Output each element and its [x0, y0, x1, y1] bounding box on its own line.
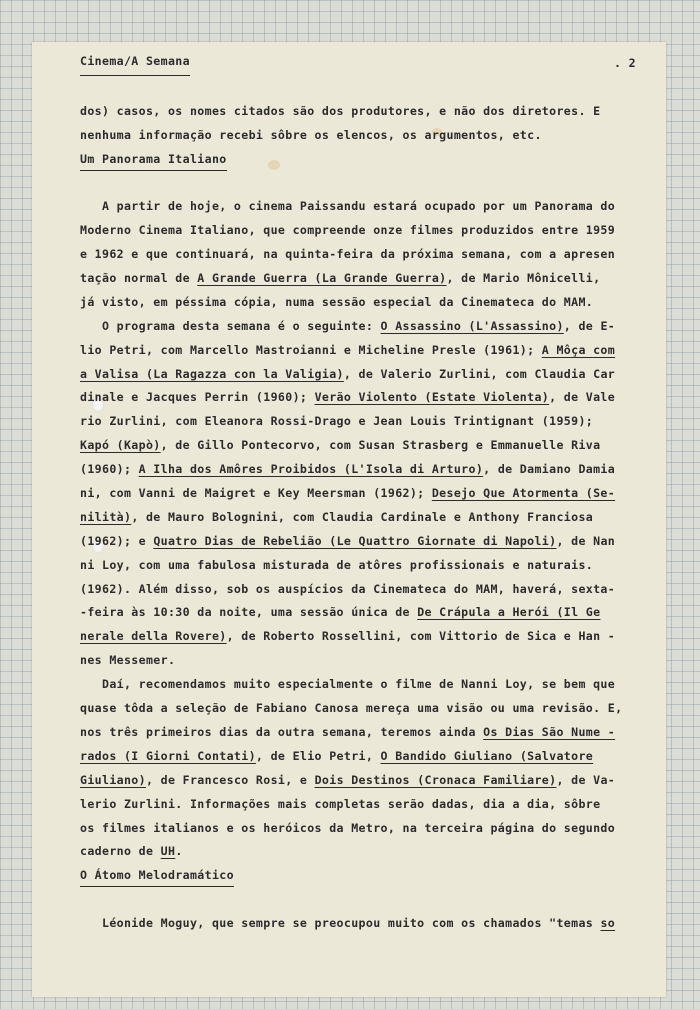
text-run: , de Roberto Rossellini, com Vittorio de Sica e Han - [226, 629, 616, 644]
text-run: O programa desta semana é o seguinte: [80, 318, 381, 333]
text-line [80, 912, 642, 936]
text-run: e 1962 e que continuará, na quinta-feira da próxima semana, com a apresen [80, 247, 616, 262]
text-run: Moderno Cinema Italiano, que compreende onze filmes produzidos entre 1959 [80, 223, 616, 238]
film-title: Quatro Dias de Rebelião (Le Quattro Giornate di Napoli) [153, 533, 557, 548]
header-title: Cinema/A Semana [80, 52, 190, 76]
text-line [80, 817, 642, 841]
document-text [80, 52, 642, 936]
film-title: Verão Violento (Estate Violenta) [314, 390, 550, 405]
document-body [80, 100, 642, 936]
text-run: , de E- [563, 318, 616, 333]
film-title: Dois Destinos (Cronaca Familiare) [314, 772, 557, 787]
text-line [80, 601, 642, 625]
text-run: os filmes italianos e os heróicos da Metro, na terceira página do segundo [80, 820, 616, 835]
blank-line [80, 171, 642, 195]
text-run: , de Francesco Rosi, e [145, 772, 315, 787]
film-title: A Ilha dos Amôres Proibidos (L'Isola di Arturo) [138, 462, 484, 477]
text-line [80, 554, 642, 578]
text-run: quase tôda a seleção de Fabiano Canosa mereça uma visão ou uma revisão. E, [80, 701, 623, 716]
text-line [80, 697, 642, 721]
text-run: (1962). Além disso, sob os auspícios da Cinemateca do MAM, haverá, sexta- [80, 581, 616, 596]
text-run: ni Loy, com uma fabulosa misturada de atôres profissionais e naturais. [80, 557, 594, 572]
text-line [80, 793, 642, 817]
text-line [80, 840, 642, 864]
text-line [80, 530, 642, 554]
text-line [80, 434, 642, 458]
text-run: já visto, em péssima cópia, numa sessão especial da Cinemateca do MAM. [80, 294, 594, 309]
film-title: Kapó (Kapò) [80, 438, 161, 453]
page-number: . 2 [614, 56, 636, 70]
text-run: , de Elio Petri, [255, 748, 381, 763]
text-run: nes Messemer. [80, 653, 176, 668]
text-line [80, 243, 642, 267]
text-line [80, 100, 642, 124]
text-run: , de Valerio Zurlini, com Claudia Car [343, 366, 616, 381]
text-run: , de Mario Mônicelli, [446, 271, 601, 286]
text-line [80, 649, 642, 673]
film-title: A Môça com [541, 342, 616, 357]
text-line [80, 315, 642, 339]
text-run: , de Nan [556, 533, 616, 548]
text-run: lerio Zurlini. Informações mais completas serão dadas, dia a dia, sôbre [80, 796, 601, 811]
text-line [80, 267, 642, 291]
film-title: UH [160, 844, 176, 859]
text-line [80, 363, 642, 387]
section-heading [80, 148, 642, 172]
film-title: O Assassino (L'Assassino) [380, 318, 564, 333]
film-title: De Crápula a Herói (Il Ge [417, 605, 601, 620]
section-heading [80, 864, 642, 888]
page-header [80, 52, 642, 76]
text-run: (1962); e [80, 533, 154, 548]
film-title: nilità) [80, 509, 132, 524]
text-run: Léonide Moguy, que sempre se preocupou muito com os chamados "temas [80, 916, 601, 931]
text-line [80, 339, 642, 363]
text-run: . [175, 844, 183, 859]
film-title: rados (I Giorni Contati) [80, 748, 256, 763]
text-line [80, 721, 642, 745]
text-run: , de Gillo Pontecorvo, com Susan Strasberg e Emmanuelle Riva [160, 438, 601, 453]
text-line [80, 410, 642, 434]
text-line [80, 506, 642, 530]
text-line [80, 195, 642, 219]
film-title: Giuliano) [80, 772, 146, 787]
text-run: , de Vale [549, 390, 616, 405]
text-line [80, 291, 642, 315]
text-line [80, 124, 642, 148]
text-run: nos três primeiros dias da outra semana, teremos ainda [80, 724, 484, 739]
text-run: nenhuma informação recebi sôbre os elencos, os argumentos, etc. [80, 127, 542, 142]
text-line [80, 458, 642, 482]
text-run: , de Va- [556, 772, 616, 787]
text-run: Daí, recomendamos muito especialmente o filme de Nanni Loy, se bem que [80, 677, 616, 692]
text-line [80, 673, 642, 697]
text-run: ni, com Vanni de Maigret e Key Meersman (1962); [80, 486, 432, 501]
text-line [80, 745, 642, 769]
film-title: A Grande Guerra (La Grande Guerra) [197, 271, 447, 286]
text-run: lio Petri, com Marcello Mastroianni e Micheline Presle (1961); [80, 342, 542, 357]
text-run: , de Damiano Damia [483, 462, 616, 477]
section-heading-text: O Átomo Melodramático [80, 866, 234, 887]
text-run: caderno de [80, 844, 161, 859]
film-title: Os Dias São Nume - [483, 724, 616, 739]
film-title: Desejo Que Atormenta (Se- [431, 486, 616, 501]
film-title: a Valisa (La Ragazza con la Valigia) [80, 366, 344, 381]
text-run: A partir de hoje, o cinema Paissandu estará ocupado por um Panorama do [80, 199, 616, 214]
film-title: so [600, 916, 616, 931]
film-title: O Bandido Giuliano (Salvatore [380, 748, 594, 763]
text-run: tação normal de [80, 271, 198, 286]
text-run: dinale e Jacques Perrin (1960); [80, 390, 315, 405]
text-line [80, 386, 642, 410]
text-run: (1960); [80, 462, 139, 477]
text-run: , de Mauro Bolognini, com Claudia Cardinale e Anthony Franciosa [131, 509, 594, 524]
text-line [80, 578, 642, 602]
text-run: -feira às 10:30 da noite, uma sessão única de [80, 605, 418, 620]
section-heading-text: Um Panorama Italiano [80, 150, 227, 171]
text-line [80, 482, 642, 506]
text-run: rio Zurlini, com Eleanora Rossi-Drago e Jean Louis Trintignant (1959); [80, 414, 594, 429]
film-title: nerale della Rovere) [80, 629, 227, 644]
text-line [80, 625, 642, 649]
text-run: dos) casos, os nomes citados são dos produtores, e não dos diretores. E [80, 103, 601, 118]
text-line [80, 219, 642, 243]
text-line [80, 769, 642, 793]
blank-line [80, 888, 642, 912]
